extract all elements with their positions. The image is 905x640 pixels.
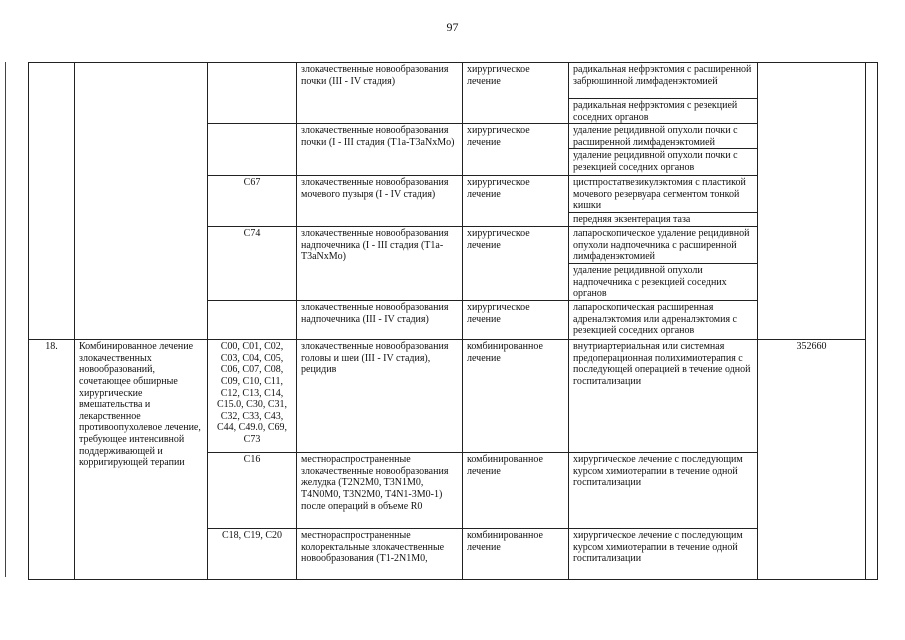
treatment-cell: хирургическое лечение [463, 63, 569, 124]
code-cell: C74 [208, 227, 297, 301]
treatment-cell: хирургическое лечение [463, 301, 569, 340]
treatment-cell: комбинированное лечение [463, 340, 569, 453]
disease-cell: злокачественные новообразования надпочечника (I - III стадия (T1a-T3aNxMo) [297, 227, 463, 301]
treatment-cell: комбинированное лечение [463, 453, 569, 529]
methods-cell [569, 176, 758, 227]
method-item: радикальная нефрэктомия с резекцией соседних органов [569, 98, 757, 123]
item-name: Комбинированное лечение злокачественных новообразований, сочетающее обширные хирургические вмешательства и лекарственное противоопухолевое лечение, требующее интенсивной поддерживающей и корригирующей терапии [75, 340, 208, 580]
disease-cell: местнораспространенные колоректальные злокачественные новообразования (T1-2N1M0, [297, 529, 463, 580]
disease-cell: злокачественные новообразования надпочечника (III - IV стадия) [297, 301, 463, 340]
treatment-cell: хирургическое лечение [463, 176, 569, 227]
code-cell: C18, C19, C20 [208, 529, 297, 580]
method-item: удаление рецидивной опухоли почки с расширенной лимфаденэктомией [573, 125, 738, 148]
methods-cell: хирургическое лечение с последующим курсом химиотерапии в течение одной госпитализации [569, 529, 758, 580]
disease-cell: местнораспространенные злокачественные новообразования желудка (T2N2M0, T3N1M0, T4N0M0, T3N2M0, T4N1-3M0-1) после операций в объеме R0 [297, 453, 463, 529]
treatment-cell: хирургическое лечение [463, 124, 569, 176]
treatment-cell: хирургическое лечение [463, 227, 569, 301]
disease-cell: злокачественные новообразования мочевого пузыря (I - IV стадия) [297, 176, 463, 227]
table-row [29, 63, 878, 124]
method-item: цистпростатвезикулэктомия с пластикой мочевого резервуара сегментом тонкой кишки [573, 177, 746, 212]
code-cell: C00, C01, C02, C03, C04, C05, C06, C07, C08, C09, C10, C11, C12, C13, C14, C15.0, C30, C31, C32, C33, C43, C44, C49.0, C69, C73 [208, 340, 297, 453]
treatment-cell: комбинированное лечение [463, 529, 569, 580]
disease-cell: злокачественные новообразования почки (III - IV стадия) [297, 63, 463, 124]
code-cell: C16 [208, 453, 297, 529]
name-cell [75, 63, 208, 340]
number-cell [29, 63, 75, 340]
procedures-table [28, 62, 878, 580]
table-row [29, 340, 878, 453]
page-number: 97 [446, 20, 459, 34]
disease-cell: злокачественные новообразования почки (I - III стадия (T1a-T3aNxMo) [297, 124, 463, 176]
code-cell [208, 124, 297, 176]
method-item: передняя экзентерация таза [569, 212, 757, 226]
methods-cell [569, 63, 758, 124]
item-number: 18. [29, 340, 75, 580]
page-margin-rule [5, 62, 6, 577]
disease-cell: злокачественные новообразования головы и шеи (III - IV стадия), рецидив [297, 340, 463, 453]
item-price: 352660 [758, 340, 866, 580]
methods-cell: лапароскопическая расширенная адреналэктомия или адреналэктомия с резекцией соседних органов [569, 301, 758, 340]
code-cell [208, 63, 297, 124]
methods-cell [569, 124, 758, 176]
method-item: радикальная нефрэктомия с расширенной забрюшинной лимфаденэктомией [573, 64, 752, 87]
code-cell [208, 301, 297, 340]
methods-cell [569, 227, 758, 301]
methods-cell: внутриартериальная или системная предоперационная полихимиотерапия с последующей операцией в течение одной госпитализации [569, 340, 758, 453]
methods-cell: хирургическое лечение с последующим курсом химиотерапии в течение одной госпитализации [569, 453, 758, 529]
edge-cell [866, 63, 878, 580]
method-item: удаление рецидивной опухоли почки с резекцией соседних органов [569, 148, 757, 173]
method-item: лапароскопическое удаление рецидивной опухоли надпочечника с расширенной лимфаденэктомией [573, 228, 750, 263]
price-cell [758, 63, 866, 340]
code-cell: C67 [208, 176, 297, 227]
method-item: удаление рецидивной опухоли надпочечника с резекцией соседних органов [569, 263, 757, 300]
